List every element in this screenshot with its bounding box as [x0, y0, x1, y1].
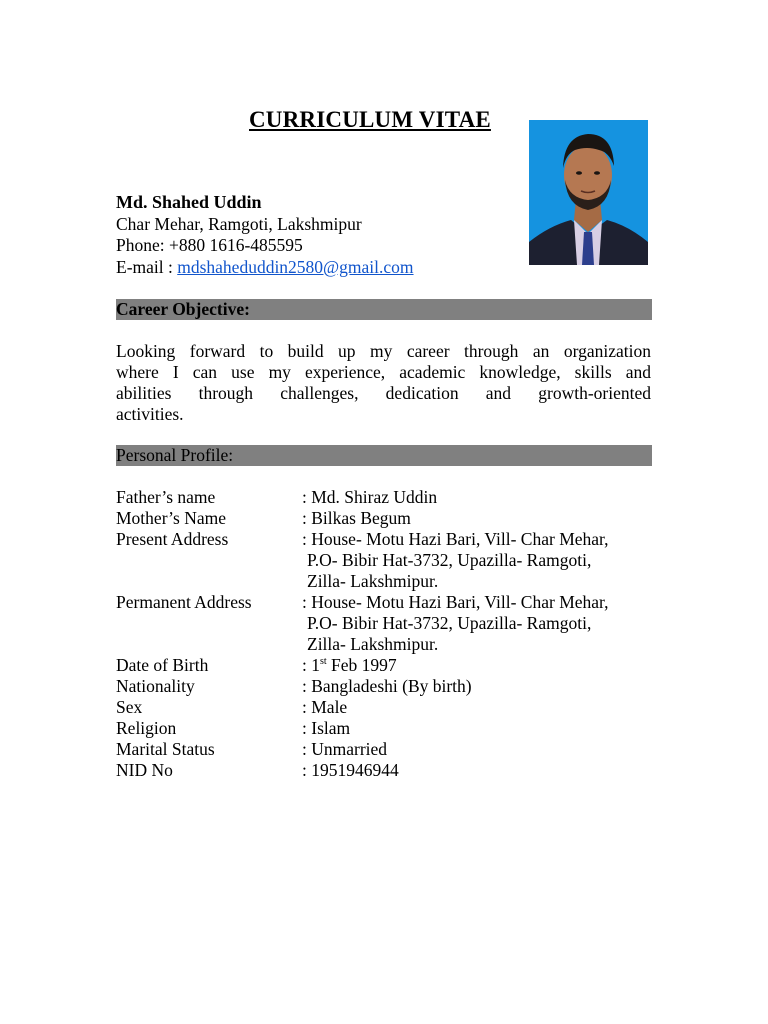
personal-profile-table — [116, 487, 656, 781]
profile-label: Sex — [116, 697, 143, 717]
profile-label: Mother’s Name — [116, 508, 226, 528]
profile-photo — [529, 120, 648, 265]
profile-label: Father’s name — [116, 487, 216, 507]
profile-value-continuation: P.O- Bibir Hat-3732, Upazilla- Ramgoti, — [307, 613, 592, 633]
profile-row-permanent-address — [116, 592, 656, 613]
profile-row-marital-status — [116, 739, 656, 760]
profile-label: Present Address — [116, 529, 229, 549]
profile-value: : Bilkas Begum — [302, 508, 411, 528]
profile-row-religion — [116, 718, 656, 739]
objective-line: activities. — [116, 404, 184, 424]
career-objective-text — [116, 341, 651, 425]
objective-line: Looking forward to build up my career through an organization — [116, 341, 651, 361]
profile-label: Permanent Address — [116, 592, 252, 612]
profile-label: Nationality — [116, 676, 195, 696]
profile-label: NID No — [116, 760, 173, 780]
dob-prefix: : 1 — [302, 655, 320, 675]
profile-value: : Bangladeshi (By birth) — [302, 676, 472, 696]
profile-label: Date of Birth — [116, 655, 209, 675]
personal-profile-heading: Personal Profile: — [116, 445, 652, 466]
profile-row-nationality — [116, 676, 656, 697]
email-label: E-mail : — [116, 256, 178, 277]
profile-value-continuation: Zilla- Lakshmipur. — [307, 571, 439, 591]
profile-value: : 1951946944 — [302, 760, 399, 780]
profile-value: : House- Motu Hazi Bari, Vill- Char Mehar, — [302, 529, 609, 549]
profile-photo-image — [529, 120, 648, 265]
profile-row-present-address — [116, 529, 656, 550]
profile-row-nid-no — [116, 760, 656, 781]
document-title: CURRICULUM VITAE — [249, 107, 491, 132]
profile-value — [302, 655, 656, 676]
candidate-name: Md. Shahed Uddin — [116, 192, 262, 212]
profile-label: Religion — [116, 718, 177, 738]
profile-value-continuation: P.O- Bibir Hat-3732, Upazilla- Ramgoti, — [307, 550, 592, 570]
profile-row-sex — [116, 697, 656, 718]
profile-value: : Islam — [302, 718, 351, 738]
profile-value: : Md. Shiraz Uddin — [302, 487, 438, 507]
profile-row-date-of-birth — [116, 655, 656, 676]
career-objective-heading: Career Objective: — [116, 299, 652, 320]
candidate-email-line — [116, 257, 536, 279]
dob-ordinal: st — [320, 656, 327, 668]
profile-value: : Male — [302, 697, 348, 717]
contact-block — [116, 192, 536, 278]
dob-suffix: Feb 1997 — [326, 655, 397, 675]
profile-row-mothers-name — [116, 508, 656, 529]
email-link[interactable]: mdshaheduddin2580@gmail.com — [177, 256, 414, 277]
profile-value: : House- Motu Hazi Bari, Vill- Char Mehar, — [302, 592, 609, 612]
profile-label: Marital Status — [116, 739, 215, 759]
profile-row-fathers-name — [116, 487, 656, 508]
candidate-address: Char Mehar, Ramgoti, Lakshmipur — [116, 213, 362, 234]
objective-line: abilities through challenges, dedication and growth-oriented — [116, 383, 651, 403]
candidate-phone: Phone: +880 1616-485595 — [116, 235, 303, 255]
profile-value-continuation: Zilla- Lakshmipur. — [307, 634, 439, 654]
objective-line: where I can use my experience, academic knowledge, skills and — [116, 362, 651, 382]
profile-value: : Unmarried — [302, 739, 388, 759]
